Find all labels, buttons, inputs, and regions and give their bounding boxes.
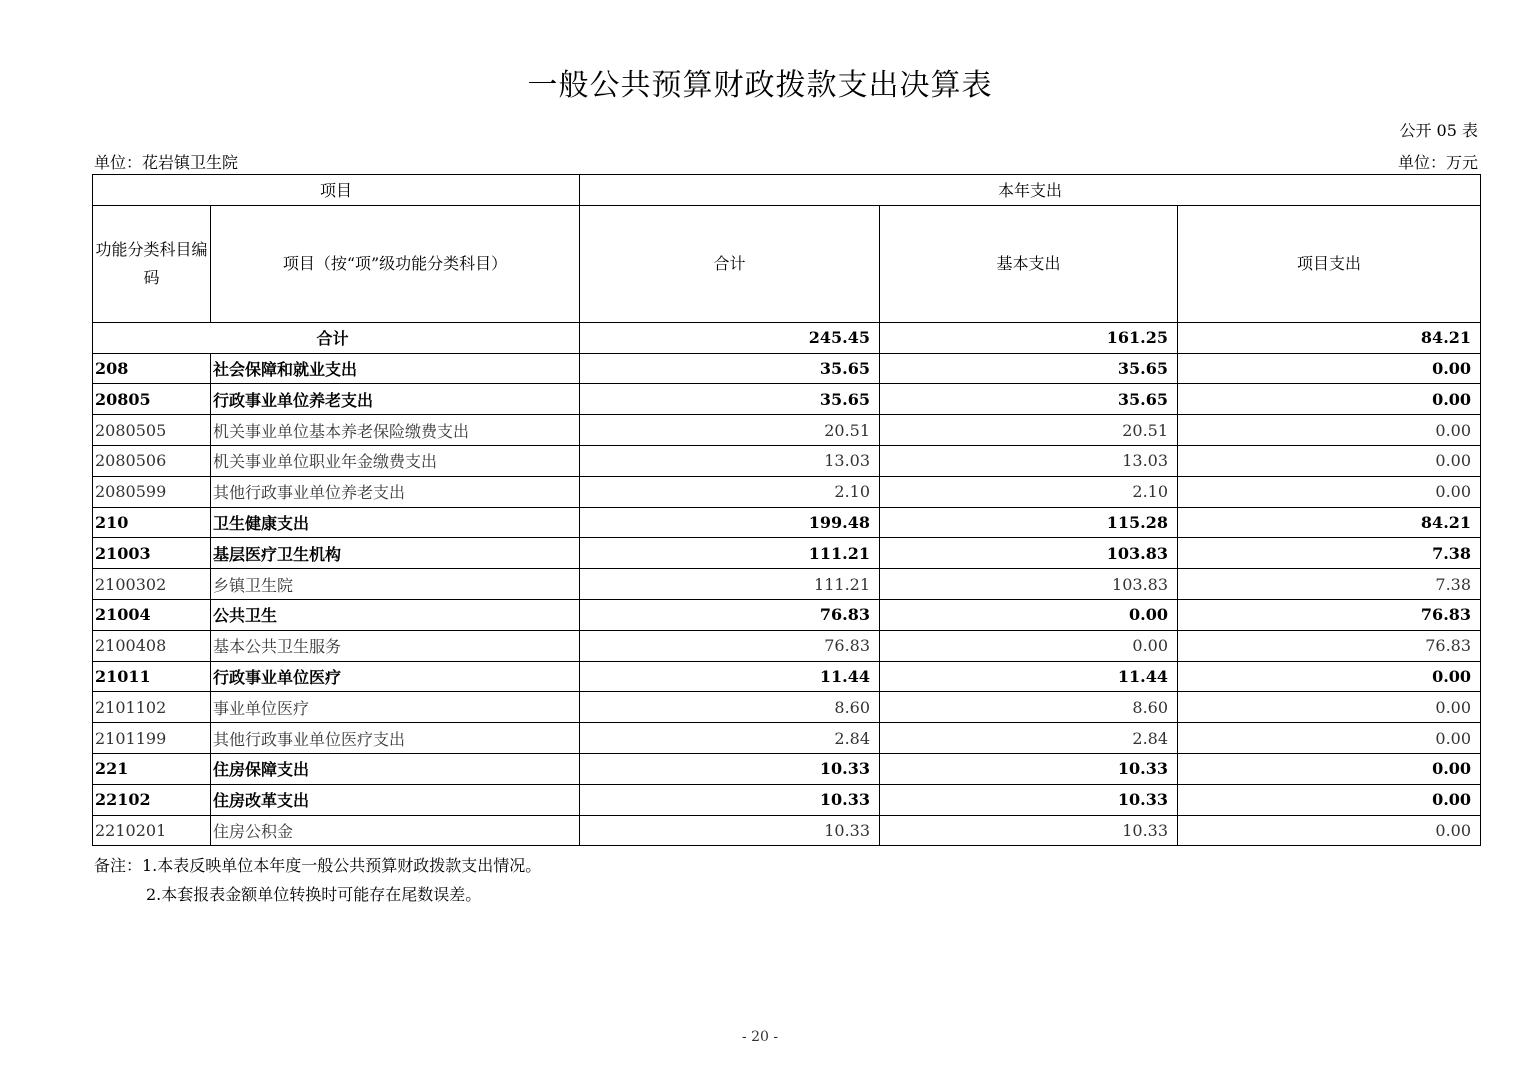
notes — [94, 851, 541, 909]
row-code: 210 — [93, 507, 211, 538]
row-code: 2080506 — [93, 445, 211, 476]
row-name: 其他行政事业单位养老支出 — [211, 476, 580, 507]
row-code: 2210201 — [93, 815, 211, 846]
note-1: 备注：1.本表反映单位本年度一般公共预算财政拨款支出情况。 — [94, 856, 542, 875]
header-row-columns — [93, 205, 1481, 322]
row-name: 机关事业单位基本养老保险缴费支出 — [211, 415, 580, 446]
row-code: 2080599 — [93, 476, 211, 507]
row-code: 21004 — [93, 599, 211, 630]
row-total: 111.21 — [580, 538, 880, 569]
header-row-group — [93, 175, 1481, 206]
form-number: 公开 05 表 — [1399, 121, 1478, 140]
row-project: 0.00 — [1178, 661, 1481, 692]
row-total: 11.44 — [580, 661, 880, 692]
row-project: 84.21 — [1178, 507, 1481, 538]
table-row — [93, 384, 1481, 415]
row-total: 35.65 — [580, 353, 880, 384]
row-basic: 35.65 — [880, 384, 1178, 415]
row-code: 22102 — [93, 784, 211, 815]
row-project: 7.38 — [1178, 538, 1481, 569]
row-name: 事业单位医疗 — [211, 692, 580, 723]
row-code: 21011 — [93, 661, 211, 692]
row-basic: 10.33 — [880, 784, 1178, 815]
row-project: 0.00 — [1178, 692, 1481, 723]
row-total: 2.10 — [580, 476, 880, 507]
row-total: 10.33 — [580, 815, 880, 846]
page-number: - 20 - — [741, 1029, 779, 1045]
table-row — [93, 569, 1481, 600]
row-basic: 115.28 — [880, 507, 1178, 538]
row-code: 2101102 — [93, 692, 211, 723]
header-item: 项目 — [93, 175, 580, 206]
row-code: 221 — [93, 753, 211, 784]
row-total: 111.21 — [580, 569, 880, 600]
table-row — [93, 445, 1481, 476]
expenditure-table — [92, 174, 1481, 846]
row-total: 76.83 — [580, 630, 880, 661]
row-total: 10.33 — [580, 753, 880, 784]
total-row — [93, 322, 1481, 353]
row-project: 0.00 — [1178, 784, 1481, 815]
row-code: 20805 — [93, 384, 211, 415]
row-code: 21003 — [93, 538, 211, 569]
page-title: 一般公共预算财政拨款支出决算表 — [527, 68, 993, 103]
table-row — [93, 353, 1481, 384]
row-name: 其他行政事业单位医疗支出 — [211, 723, 580, 754]
header-code: 功能分类科目编码 — [93, 205, 211, 322]
header-basic: 基本支出 — [880, 205, 1178, 322]
row-code: 208 — [93, 353, 211, 384]
note-2: 2.本套报表金额单位转换时可能存在尾数误差。 — [146, 885, 482, 904]
row-project: 0.00 — [1178, 353, 1481, 384]
row-total: 20.51 — [580, 415, 880, 446]
table-row — [93, 815, 1481, 846]
row-name: 住房保障支出 — [211, 753, 580, 784]
header-project: 项目支出 — [1178, 205, 1481, 322]
row-code: 2101199 — [93, 723, 211, 754]
header-current-year: 本年支出 — [580, 175, 1481, 206]
total-project: 84.21 — [1178, 322, 1481, 353]
row-name: 基层医疗卫生机构 — [211, 538, 580, 569]
row-total: 35.65 — [580, 384, 880, 415]
row-project: 0.00 — [1178, 723, 1481, 754]
row-name: 乡镇卫生院 — [211, 569, 580, 600]
currency-unit: 单位：万元 — [1397, 153, 1478, 172]
row-project: 0.00 — [1178, 753, 1481, 784]
total-label: 合计 — [93, 322, 580, 353]
row-basic: 103.83 — [880, 538, 1178, 569]
row-total: 8.60 — [580, 692, 880, 723]
row-name: 公共卫生 — [211, 599, 580, 630]
table-row — [93, 723, 1481, 754]
header-name: 项目（按“项”级功能分类科目） — [211, 205, 580, 322]
row-name: 行政事业单位养老支出 — [211, 384, 580, 415]
total-amount: 245.45 — [580, 322, 880, 353]
table-row — [93, 661, 1481, 692]
row-basic: 0.00 — [880, 599, 1178, 630]
row-total: 2.84 — [580, 723, 880, 754]
row-basic: 35.65 — [880, 353, 1178, 384]
table-row — [93, 415, 1481, 446]
row-basic: 20.51 — [880, 415, 1178, 446]
row-name: 机关事业单位职业年金缴费支出 — [211, 445, 580, 476]
table-row — [93, 476, 1481, 507]
row-code: 2100408 — [93, 630, 211, 661]
row-basic: 10.33 — [880, 815, 1178, 846]
header-total: 合计 — [580, 205, 880, 322]
row-project: 0.00 — [1178, 384, 1481, 415]
row-basic: 2.84 — [880, 723, 1178, 754]
row-basic: 8.60 — [880, 692, 1178, 723]
total-basic: 161.25 — [880, 322, 1178, 353]
row-total: 10.33 — [580, 784, 880, 815]
row-project: 76.83 — [1178, 599, 1481, 630]
row-basic: 13.03 — [880, 445, 1178, 476]
row-code: 2100302 — [93, 569, 211, 600]
row-total: 13.03 — [580, 445, 880, 476]
table-row — [93, 784, 1481, 815]
row-name: 基本公共卫生服务 — [211, 630, 580, 661]
reporting-unit: 单位：花岩镇卫生院 — [94, 153, 239, 172]
row-code: 2080505 — [93, 415, 211, 446]
row-name: 社会保障和就业支出 — [211, 353, 580, 384]
row-basic: 11.44 — [880, 661, 1178, 692]
table-row — [93, 692, 1481, 723]
row-project: 0.00 — [1178, 445, 1481, 476]
row-total: 199.48 — [580, 507, 880, 538]
row-project: 0.00 — [1178, 415, 1481, 446]
table-row — [93, 507, 1481, 538]
row-name: 卫生健康支出 — [211, 507, 580, 538]
row-project: 76.83 — [1178, 630, 1481, 661]
row-name: 住房改革支出 — [211, 784, 580, 815]
row-basic: 2.10 — [880, 476, 1178, 507]
row-total: 76.83 — [580, 599, 880, 630]
row-project: 0.00 — [1178, 815, 1481, 846]
table-row — [93, 753, 1481, 784]
row-basic: 0.00 — [880, 630, 1178, 661]
row-project: 7.38 — [1178, 569, 1481, 600]
table-row — [93, 630, 1481, 661]
row-name: 住房公积金 — [211, 815, 580, 846]
row-project: 0.00 — [1178, 476, 1481, 507]
row-name: 行政事业单位医疗 — [211, 661, 580, 692]
row-basic: 10.33 — [880, 753, 1178, 784]
table-row — [93, 599, 1481, 630]
row-basic: 103.83 — [880, 569, 1178, 600]
table-row — [93, 538, 1481, 569]
